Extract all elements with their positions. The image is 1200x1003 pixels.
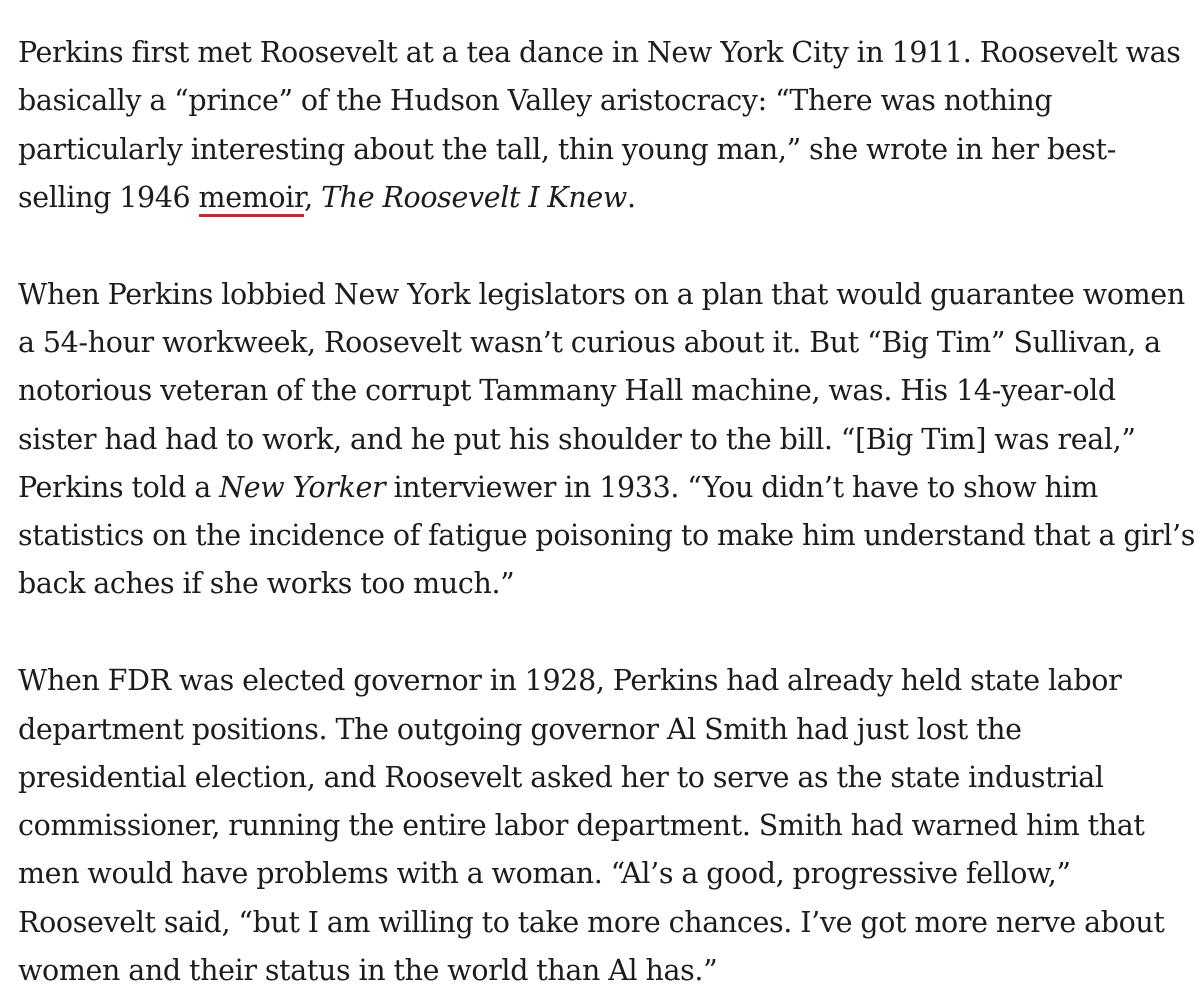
memoir-link[interactable]: memoir (199, 181, 305, 217)
paragraph-text: When FDR was elected governor in 1928, Perkins had already held state labor department positions. The outgoing governor Al Smith had just lost the presidential election, and Roosevelt asked her to serve as the state industrial commissioner, running the entire labor department. Smith had warned him that men would have problems with a woman. “Al’s a good, progressive fellow,” Roosevelt said, “but I am willing to take more chances. I’ve got more nerve about women and their status in the world than Al has.” (18, 664, 1165, 988)
publication-name: New Yorker (219, 470, 386, 504)
paragraph-governor (18, 657, 1196, 995)
book-title: The Roosevelt I Knew (321, 180, 627, 214)
paragraph-text: Perkins first met Roosevelt at a tea dance in New York City in 1911. Roosevelt was basically a “prince” of the Hudson Valley aristocracy: “There was nothing particularly interesting about the tall, thin young man,” she wrote in her best-selling 1946 (18, 36, 1181, 214)
paragraph-first-meeting (18, 29, 1196, 222)
paragraph-text: interviewer in 1933. “You didn’t have to show him statistics on the incidence of fatigue poisoning to make him understand that a girl’s back aches if she works too much.” (18, 470, 1196, 601)
paragraph-text: . (626, 180, 636, 214)
paragraph-text: When Perkins lobbied New York legislators on a plan that would guarantee women a 54-hour workweek, Roosevelt wasn’t curious about it. But “Big Tim” Sullivan, a notorious veteran of the corrupt Tammany Hall machine, was. His 14-year-old sister had had to work, and he put his shoulder to the bill. “[Big Tim] was real,” Perkins told a (18, 277, 1185, 504)
paragraph-big-tim (18, 271, 1196, 609)
paragraph-text: , (304, 180, 322, 214)
